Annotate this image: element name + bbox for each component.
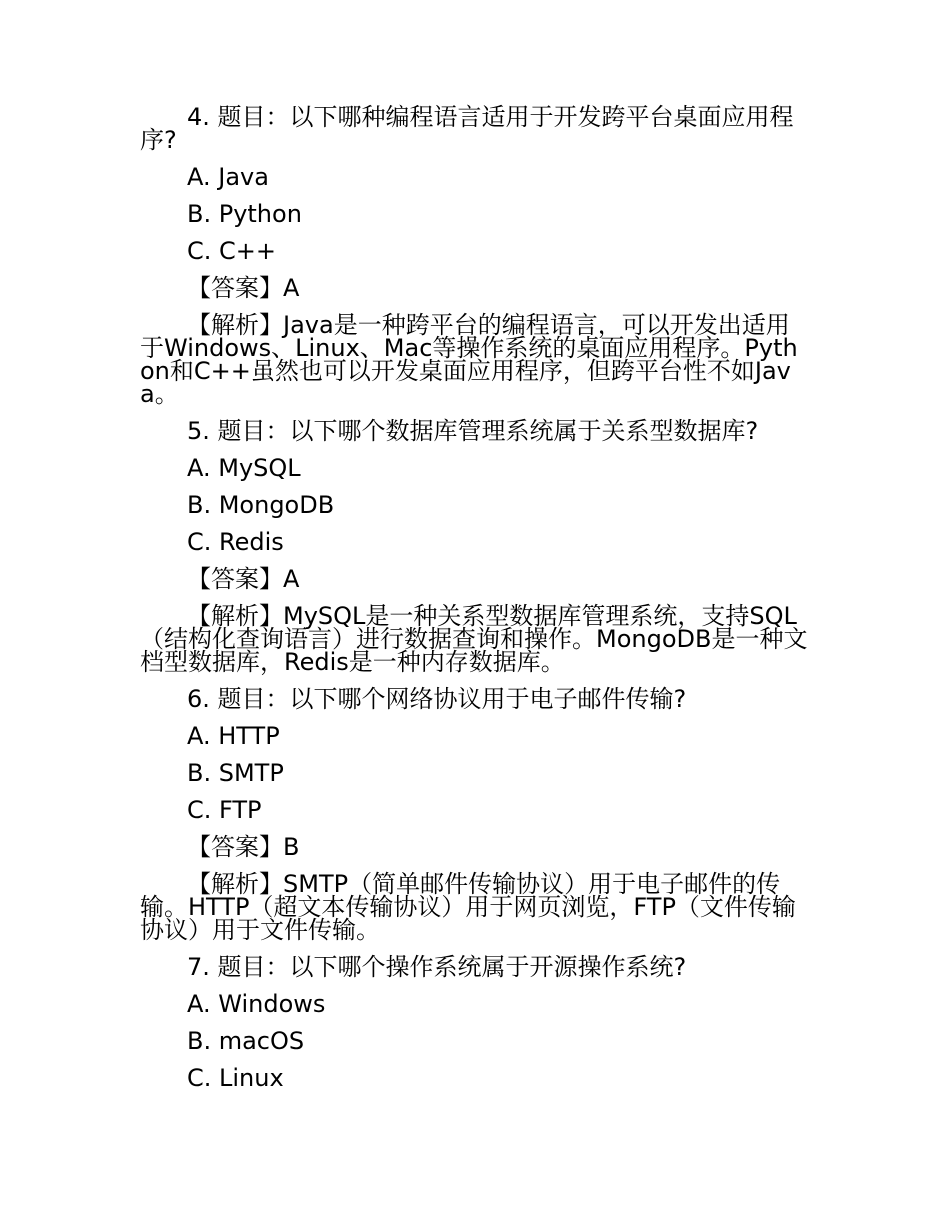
explanation: 【解析】Java是一种跨平台的编程语言，可以开发出适用于Windows、Linux、Mac等操作系统的桌面应用程序。Python和C++虽然也可以开发桌面应用程序，但跨平台性不如Java。 — [140, 311, 798, 408]
option-a: A. Java — [187, 163, 269, 191]
option-a: A. MySQL — [187, 454, 301, 482]
option-c: C. C++ — [187, 237, 276, 265]
option-b: B. MongoDB — [187, 491, 335, 519]
answer: 【答案】A — [187, 274, 300, 302]
answer: 【答案】B — [187, 833, 300, 861]
option-b: B. macOS — [187, 1027, 305, 1055]
option-b: B. SMTP — [187, 759, 284, 787]
document-content — [140, 103, 812, 1104]
option-c: C. Linux — [187, 1064, 284, 1092]
explanation: 【解析】SMTP（简单邮件传输协议）用于电子邮件的传输。HTTP（超文本传输协议）用于网页浏览，FTP（文件传输协议）用于文件传输。 — [140, 870, 796, 944]
option-c: C. Redis — [187, 528, 284, 556]
answer: 【答案】A — [187, 565, 300, 593]
option-c: C. FTP — [187, 796, 262, 824]
explanation: 【解析】MySQL是一种关系型数据库管理系统，支持SQL（结构化查询语言）进行数据查询和操作。MongoDB是一种文档型数据库，Redis是一种内存数据库。 — [140, 602, 808, 676]
question-title: 4. 题目：以下哪种编程语言适用于开发跨平台桌面应用程序? — [140, 103, 794, 154]
option-a: A. Windows — [187, 990, 326, 1018]
option-a: A. HTTP — [187, 722, 280, 750]
option-b: B. Python — [187, 200, 302, 228]
question-title: 6. 题目：以下哪个网络协议用于电子邮件传输? — [187, 685, 687, 713]
question-title: 5. 题目：以下哪个数据库管理系统属于关系型数据库? — [187, 417, 759, 445]
question-title: 7. 题目：以下哪个操作系统属于开源操作系统? — [187, 953, 687, 981]
